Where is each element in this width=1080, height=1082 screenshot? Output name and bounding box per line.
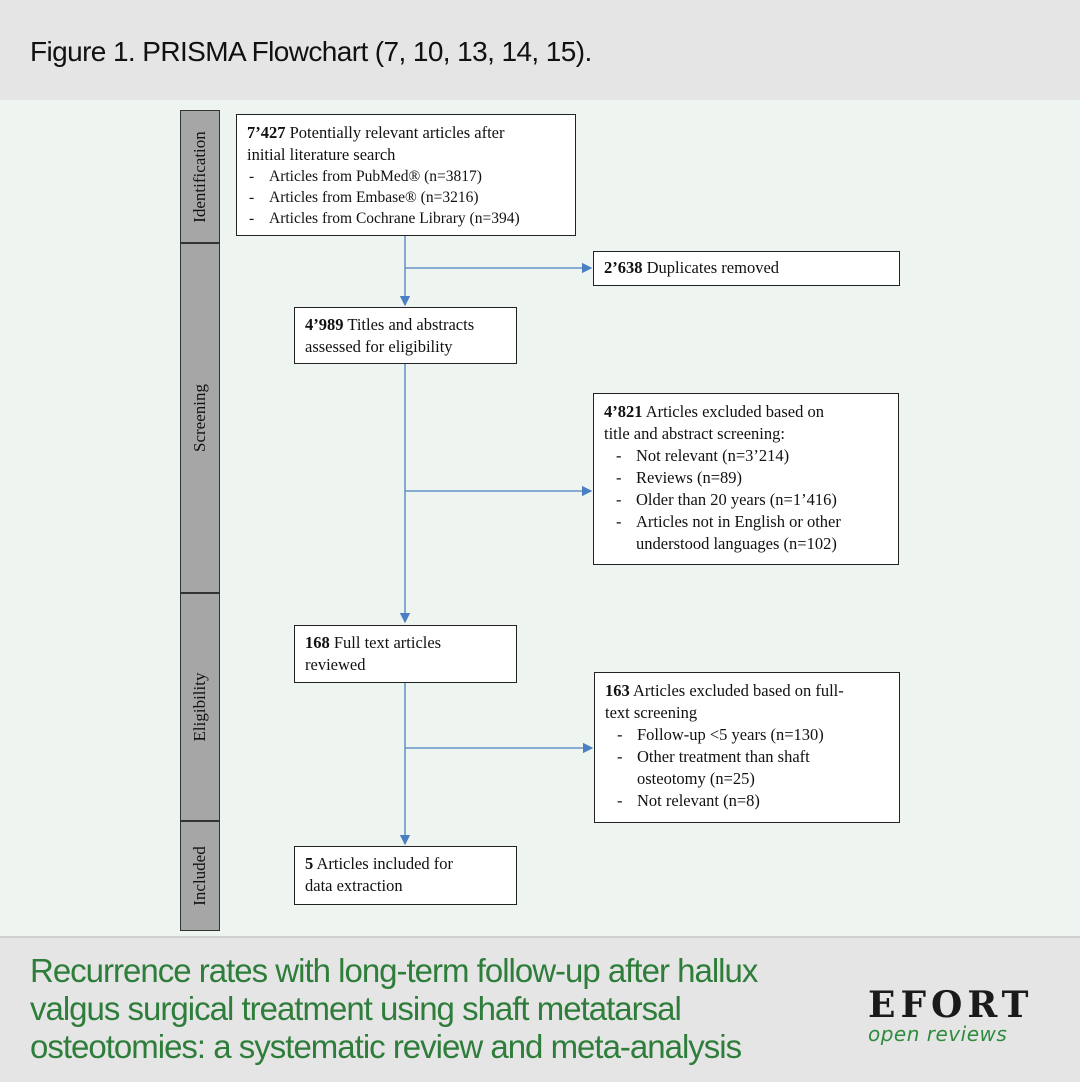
excluded-title-text-2: title and abstract screening: [604, 424, 785, 443]
duplicates-box [593, 251, 900, 286]
stage-label-included: Included [190, 846, 209, 906]
titles-box [294, 307, 517, 364]
stage-label-identification: Identification [190, 130, 209, 223]
identification-count: 7’427 [247, 123, 286, 142]
excluded-title-box [593, 393, 899, 565]
list-item: - Articles from Cochrane Library (n=394) [247, 208, 565, 229]
figure-title: Figure 1. PRISMA Flowchart (7, 10, 13, 14, 15). [30, 36, 592, 67]
list-item: understood languages (n=102) [636, 534, 837, 553]
excluded-fulltext-text-1: Articles excluded based on full- [629, 681, 844, 700]
list-item: - Older than 20 years (n=1’416) [604, 489, 888, 511]
list-item: - Not relevant (n=8) [605, 790, 889, 812]
prisma-flowchart [0, 100, 1080, 936]
stage-screening [180, 243, 220, 593]
list-item: osteotomy (n=25) [637, 769, 755, 788]
titles-text-1: Titles and abstracts [343, 315, 475, 334]
header [0, 0, 1080, 100]
article-title: Recurrence rates with long-term follow-up after hallux valgus surgical treatment using shaft metatarsal osteotomies: a systematic review and meta-analysis [30, 952, 758, 1065]
included-text-2: data extraction [305, 876, 403, 895]
fulltext-count: 168 [305, 633, 330, 652]
excluded-fulltext-box [594, 672, 900, 823]
list-item: - Articles from Embase® (n=3216) [247, 187, 565, 208]
identification-box [236, 114, 576, 236]
fulltext-text-2: reviewed [305, 655, 366, 674]
titles-text-2: assessed for eligibility [305, 337, 453, 356]
included-count: 5 [305, 854, 314, 873]
duplicates-count: 2’638 [604, 258, 643, 277]
excluded-title-text-1: Articles excluded based on [642, 402, 824, 421]
excluded-fulltext-text-2: text screening [605, 703, 698, 722]
footer [0, 936, 1080, 1082]
stage-eligibility [180, 593, 220, 821]
list-item: - Reviews (n=89) [604, 467, 888, 489]
excluded-fulltext-count: 163 [605, 681, 630, 700]
included-text-1: Articles included for [313, 854, 454, 873]
titles-count: 4’989 [305, 315, 344, 334]
included-box [294, 846, 517, 905]
fulltext-text-1: Full text articles [329, 633, 442, 652]
stage-label-eligibility: Eligibility [190, 672, 209, 742]
identification-text-1: Potentially relevant articles after [285, 123, 505, 142]
efort-logo [868, 986, 1048, 1044]
list-item: - Articles not in English or other [604, 511, 888, 533]
fulltext-box [294, 625, 517, 683]
logo-wordmark: EFORT [868, 984, 1034, 1026]
list-item: - Other treatment than shaft [605, 746, 889, 768]
excluded-title-count: 4’821 [604, 402, 643, 421]
list-item: - Articles from PubMed® (n=3817) [247, 166, 565, 187]
duplicates-text: Duplicates removed [642, 258, 780, 277]
list-item: - Not relevant (n=3’214) [604, 445, 888, 467]
list-item: - Follow-up <5 years (n=130) [605, 724, 889, 746]
stage-label-screening: Screening [190, 384, 209, 452]
identification-text-2: initial literature search [247, 145, 396, 164]
stage-included [180, 821, 220, 931]
logo-subtitle: open reviews [868, 1022, 1008, 1046]
stage-identification [180, 110, 220, 243]
